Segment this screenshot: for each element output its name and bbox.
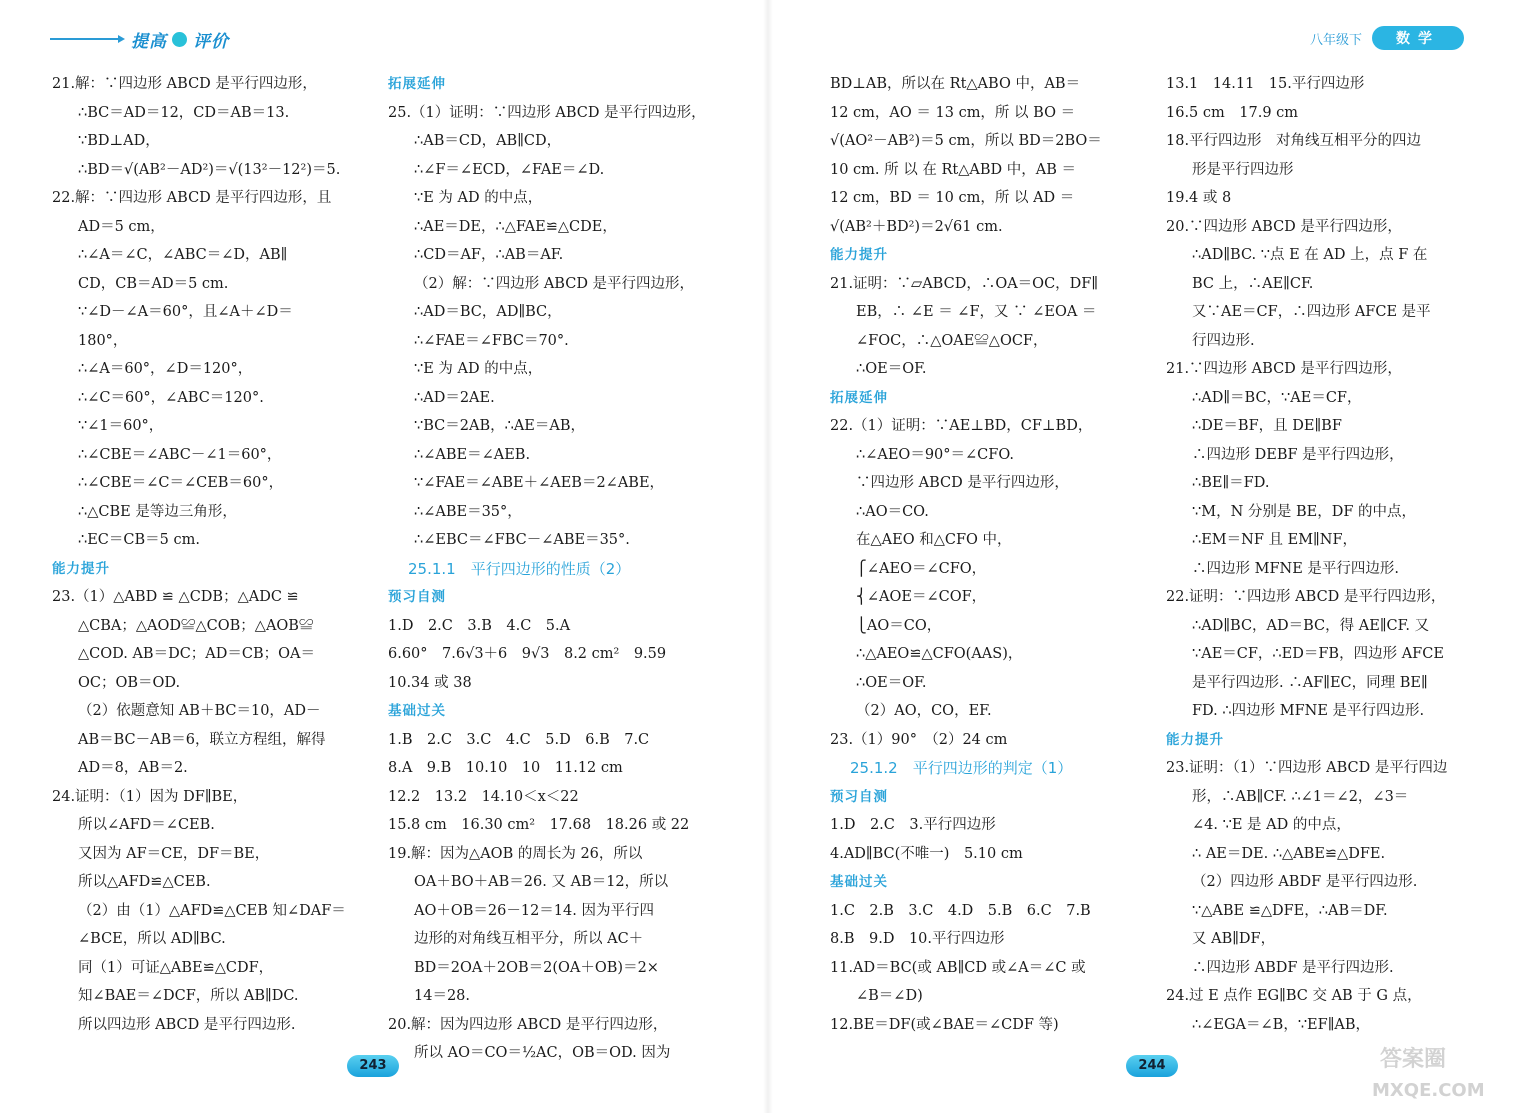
answer-line: ∵∠D－∠A＝60°，且∠A＋∠D＝ (78, 304, 293, 320)
answer-column-3 (830, 70, 1140, 1039)
answer-line: AD＝8，AB＝2. (78, 760, 188, 776)
answer-line: ∵∠FAE＝∠ABE＋∠AEB＝2∠ABE， (414, 475, 665, 491)
answer-line: ∴AD∥BC. ∵点 E 在 AD 上，点 F 在 (1192, 247, 1428, 263)
answer-line: 20.∵四边形 ABCD 是平行四边形， (1166, 218, 1402, 235)
answer-line: ∴∠AEO＝90°＝∠CFO. (856, 446, 1014, 463)
answer-line: ∴AD∥＝BC，∵AE＝CF， (1192, 389, 1362, 406)
answer-line: 是平行四边形. ∴AF∥EC，同理 BE∥ (1192, 674, 1428, 691)
answer-line: ∴四边形 ABDF 是平行四边形. (1192, 959, 1394, 976)
answer-line: √(AB²＋BD²)＝2√61 cm. (830, 218, 1003, 235)
right-page (768, 0, 1536, 1113)
answer-line: ⎩AO＝CO， (856, 617, 942, 634)
answer-line: 4.AD∥BC(不唯一) 5.10 cm (830, 845, 1023, 862)
answer-line: 22.证明：∵四边形 ABCD 是平行四边形， (1166, 589, 1446, 605)
answer-line: 6.60° 7.6√3＋6 9√3 8.2 cm² 9.59 (388, 646, 667, 662)
answer-line: 1.D 2.C 3.B 4.C 5.A (388, 617, 571, 634)
answer-line: （2）AO，CO，EF. (856, 703, 992, 719)
answer-line: ∴∠FAE＝∠FBC＝70°. (414, 332, 569, 349)
answer-line: 180°， (78, 332, 128, 349)
answer-line: 23.证明：（1）∵四边形 ABCD 是平行四边 (1166, 760, 1448, 776)
answer-line: ∵△ABE ≌△DFE，∴AB＝DF. (1192, 902, 1388, 919)
answer-line: BC 上，∴AE∥CF. (1192, 275, 1314, 292)
watermark-text-a: 答案圈 (1380, 1047, 1447, 1072)
answer-line: ∴AO＝CO. (856, 503, 929, 520)
answer-line: （2）四边形 ABDF 是平行四边形. (1192, 874, 1418, 890)
answer-line: 25.（1）证明：∵四边形 ABCD 是平行四边形， (388, 104, 706, 121)
answer-line: ∵E 为 AD 的中点， (414, 190, 543, 206)
answer-line: 8.A 9.B 10.10 10 11.12 cm (388, 760, 623, 776)
answer-line: （2）由（1）△AFD≌△CEB 知∠DAF＝ (78, 902, 346, 919)
answer-line: ∴AB＝CD，AB∥CD， (414, 133, 562, 149)
answer-line: 所以 AO＝CO＝½AC，OB＝OD. 因为 (414, 1045, 671, 1061)
answer-line: ∴EM＝NF 且 EM∥NF， (1192, 532, 1358, 548)
answer-line: ∵四边形 ABCD 是平行四边形， (856, 475, 1069, 491)
header-title-a: 提高 (131, 31, 167, 52)
answer-line: 24.证明：（1）因为 DF∥BE， (52, 788, 248, 805)
answer-line: △COD. AB＝DC；AD＝CB；OA＝ (78, 646, 316, 662)
watermark-text-b: MXQE.COM (1372, 1080, 1485, 1101)
answer-line: ∴CD＝AF，∴AB＝AF. (414, 247, 564, 263)
answer-line: 20.解：因为四边形 ABCD 是平行四边形， (388, 1016, 668, 1033)
answer-line: 12.2 13.2 14.10＜x＜22 (388, 788, 579, 805)
answer-line: ∵BD⊥AD， (78, 133, 160, 149)
answer-line: ∴AD＝2AE. (414, 389, 495, 406)
answer-line: 19.4 或 8 (1166, 190, 1232, 206)
answer-line: ∴∠A＝60°，∠D＝120°， (78, 361, 253, 377)
answer-line: OA＋BO＋AB＝26. 又 AB＝12，所以 (414, 874, 669, 890)
answer-line: ∴OE＝OF. (856, 361, 927, 377)
answer-line: 8.B 9.D 10.平行四边形 (830, 931, 1005, 947)
header-arrow-icon (118, 35, 125, 43)
answer-line: 15.8 cm 16.30 cm² 17.68 18.26 或 22 (388, 817, 690, 833)
answer-line: △CBA；△AOD≌△COB；△AOB≌ (78, 617, 314, 634)
answer-line: ∴BD＝√(AB²－AD²)＝√(13²－12²)＝5. (78, 161, 341, 178)
answer-line: 23.（1）90° （2）24 cm (830, 731, 1008, 748)
answer-line: ∴EC＝CB＝5 cm. (78, 532, 200, 548)
section-heading: 预习自测 (830, 788, 888, 805)
answer-line: 所以△AFD≌△CEB. (78, 874, 211, 890)
header-rule (50, 38, 118, 40)
answer-line: （2）解：∵四边形 ABCD 是平行四边形， (414, 275, 695, 292)
answer-line: 10 cm. 所 以 在 Rt△ABD 中，AB ＝ (830, 161, 1076, 178)
answer-line: 形，∴AB∥CF. ∴∠1＝∠2，∠3＝ (1192, 788, 1409, 805)
answer-line: ∴DE＝BF，且 DE∥BF (1192, 418, 1342, 434)
section-heading: 能力提升 (830, 247, 888, 263)
chapter-heading: 25.1.1 平行四边形的性质（2） (408, 559, 631, 578)
answer-line: ∴OE＝OF. (856, 674, 927, 691)
answer-line: ∠4. ∵E 是 AD 的中点， (1192, 817, 1351, 833)
header-logo (50, 28, 229, 50)
section-heading: 基础过关 (830, 874, 888, 890)
answer-line: ∴BC＝AD＝12，CD＝AB＝13. (78, 104, 290, 121)
section-heading: 拓展延伸 (830, 389, 888, 406)
answer-line: 22.（1）证明：∵AE⊥BD，CF⊥BD， (830, 418, 1093, 434)
answer-line: ∠BCE，所以 AD∥BC. (78, 931, 226, 947)
answer-line: ∴∠A＝∠C，∠ABC＝∠D，AB∥ (78, 247, 288, 263)
answer-line: ∴∠CBE＝∠ABC－∠1＝60°， (78, 446, 282, 463)
answer-line: OC；OB＝OD. (78, 674, 181, 691)
answer-line: ∵E 为 AD 的中点， (414, 361, 543, 377)
answer-line: AD＝5 cm， (78, 218, 165, 235)
answer-line: 1.D 2.C 3.平行四边形 (830, 817, 996, 833)
answer-line: ∴四边形 DEBF 是平行四边形， (1192, 446, 1404, 463)
answer-line: 12 cm，AO ＝ 13 cm，所 以 BO ＝ (830, 104, 1076, 121)
answer-line: 12 cm，BD ＝ 10 cm，所 以 AD ＝ (830, 190, 1075, 206)
header-dot-icon (172, 32, 187, 47)
answer-line: 11.AD＝BC(或 AB∥CD 或∠A＝∠C 或 (830, 959, 1086, 976)
answer-line: BD＝2OA＋2OB＝2(OA＋OB)＝2× (414, 959, 659, 976)
answer-line: CD，CB＝AD＝5 cm. (78, 275, 229, 292)
answer-line: 所以∠AFD＝∠CEB. (78, 817, 215, 833)
header-title-b: 评价 (193, 31, 229, 52)
answer-line: ∵BC＝2AB，∴AE＝AB， (414, 418, 586, 434)
answer-line: （2）依题意知 AB＋BC＝10，AD－ (78, 703, 321, 719)
page-number-right: 244 (1126, 1055, 1178, 1077)
answer-line: 又 AB∥DF， (1192, 931, 1276, 947)
answer-line: 19.解：因为△AOB 的周长为 26，所以 (388, 845, 643, 862)
section-heading: 基础过关 (388, 703, 446, 719)
answer-line: 边形的对角线互相平分，所以 AC＋ (414, 931, 644, 947)
answer-line: 13.1 14.11 15.平行四边形 (1166, 76, 1365, 92)
grade-label: 八年级下 (1309, 32, 1362, 48)
answer-line: ∴∠EGA＝∠B，∵EF∥AB， (1192, 1016, 1371, 1033)
answer-line: 24.过 E 点作 EG∥BC 交 AB 于 G 点， (1166, 988, 1422, 1004)
answer-line: 16.5 cm 17.9 cm (1166, 104, 1299, 121)
answer-line: ∴∠CBE＝∠C＝∠CEB＝60°， (78, 475, 284, 491)
answer-line: 所以四边形 ABCD 是平行四边形. (78, 1016, 296, 1033)
answer-line: 10.34 或 38 (388, 674, 472, 691)
answer-line: √(AO²－AB²)＝5 cm，所以 BD＝2BO＝ (830, 133, 1102, 149)
answer-line: 21.解：∵四边形 ABCD 是平行四边形， (52, 76, 317, 92)
answer-line: 12.BE＝DF(或∠BAE＝∠CDF 等) (830, 1016, 1059, 1033)
answer-line: 22.解：∵四边形 ABCD 是平行四边形，且 (52, 190, 332, 206)
answer-line: ∴AD∥BC，AD＝BC，得 AE∥CF. 又 (1192, 617, 1430, 634)
answer-line: 1.B 2.C 3.C 4.C 5.D 6.B 7.C (388, 731, 650, 748)
answer-line: ∴∠F＝∠ECD，∠FAE＝∠D. (414, 161, 605, 178)
answer-column-1 (52, 70, 372, 1039)
answer-line: 在△AEO 和△CFO 中， (856, 532, 1012, 548)
answer-line: ∴BE∥＝FD. (1192, 475, 1270, 491)
answer-line: ∴△AEO≌△CFO(AAS)， (856, 646, 1023, 662)
answer-line: 又因为 AF＝CE，DF＝BE， (78, 845, 270, 862)
answer-column-4 (1166, 70, 1476, 1039)
answer-line: 14＝28. (414, 988, 471, 1004)
section-heading: 能力提升 (52, 560, 110, 577)
answer-line: 1.C 2.B 3.C 4.D 5.B 6.C 7.B (830, 902, 1091, 919)
section-heading: 预习自测 (388, 589, 446, 605)
header-subject (1310, 26, 1464, 50)
answer-line: ∠B＝∠D) (856, 988, 923, 1004)
answer-line: FD. ∴四边形 MFNE 是平行四边形. (1192, 703, 1425, 719)
watermark-logo (1366, 1028, 1516, 1108)
answer-line: 21.证明：∵▱ABCD，∴OA＝OC，DF∥ (830, 275, 1099, 292)
chapter-heading: 25.1.2 平行四边形的判定（1） (850, 759, 1073, 777)
answer-line: 18.平行四边形 对角线互相平分的四边 (1166, 133, 1422, 149)
answer-line: ∴∠ABE＝35°， (414, 503, 522, 520)
answer-line: AB＝BC－AB＝6，联立方程组，解得 (78, 731, 326, 748)
answer-line: ∴∠ABE＝∠AEB. (414, 446, 531, 463)
answer-line: ∴△CBE 是等边三角形， (78, 503, 237, 520)
answer-line: 同（1）可证△ABE≌△CDF， (78, 959, 274, 976)
answer-line: ∴四边形 MFNE 是平行四边形. (1192, 560, 1400, 577)
answer-line: AO＋OB＝26－12＝14. 因为平行四 (414, 902, 654, 919)
subject-badge: 数学 (1372, 26, 1464, 50)
answer-line: ∴∠C＝60°，∠ABC＝120°. (78, 389, 264, 406)
answer-line: 又∵AE＝CF，∴四边形 AFCE 是平 (1192, 304, 1431, 320)
answer-line: 知∠BAE＝∠DCF，所以 AB∥DC. (78, 988, 299, 1004)
page-number-left: 243 (347, 1055, 399, 1077)
answer-line: ∠FOC，∴△OAE≌△OCF， (856, 332, 1048, 349)
answer-line: ⎧∠AEO＝∠CFO， (856, 560, 987, 577)
answer-line: ∴∠EBC＝∠FBC－∠ABE＝35°. (414, 532, 630, 548)
answer-line: ∴AE＝DE，∴△FAE≌△CDE， (414, 218, 617, 235)
answer-line: 23.（1）△ABD ≌ △CDB；△ADC ≌ (52, 589, 299, 605)
answer-line: ∴ AE＝DE. ∴△ABE≌△DFE. (1192, 845, 1386, 862)
answer-line: ∴AD＝BC，AD∥BC， (414, 304, 562, 320)
answer-line: EB，∴ ∠E ＝ ∠F，又 ∵ ∠EOA ＝ (856, 304, 1097, 320)
answer-line: ⎨∠AOE＝∠COF， (856, 589, 987, 605)
answer-column-2 (388, 70, 718, 1068)
answer-line: ∵∠1＝60°， (78, 418, 164, 434)
answer-line: 形是平行四边形 (1192, 161, 1294, 178)
answer-line: BD⊥AB，所以在 Rt△ABO 中，AB＝ (830, 76, 1081, 92)
section-heading: 能力提升 (1166, 731, 1224, 748)
answer-line: 21.∵四边形 ABCD 是平行四边形， (1166, 361, 1402, 377)
section-heading: 拓展延伸 (388, 76, 446, 92)
answer-line: ∵AE＝CF，∴ED＝FB，四边形 AFCE (1192, 646, 1444, 662)
answer-line: ∵M，N 分别是 BE，DF 的中点， (1192, 503, 1417, 520)
answer-line: 行四边形. (1192, 332, 1255, 349)
